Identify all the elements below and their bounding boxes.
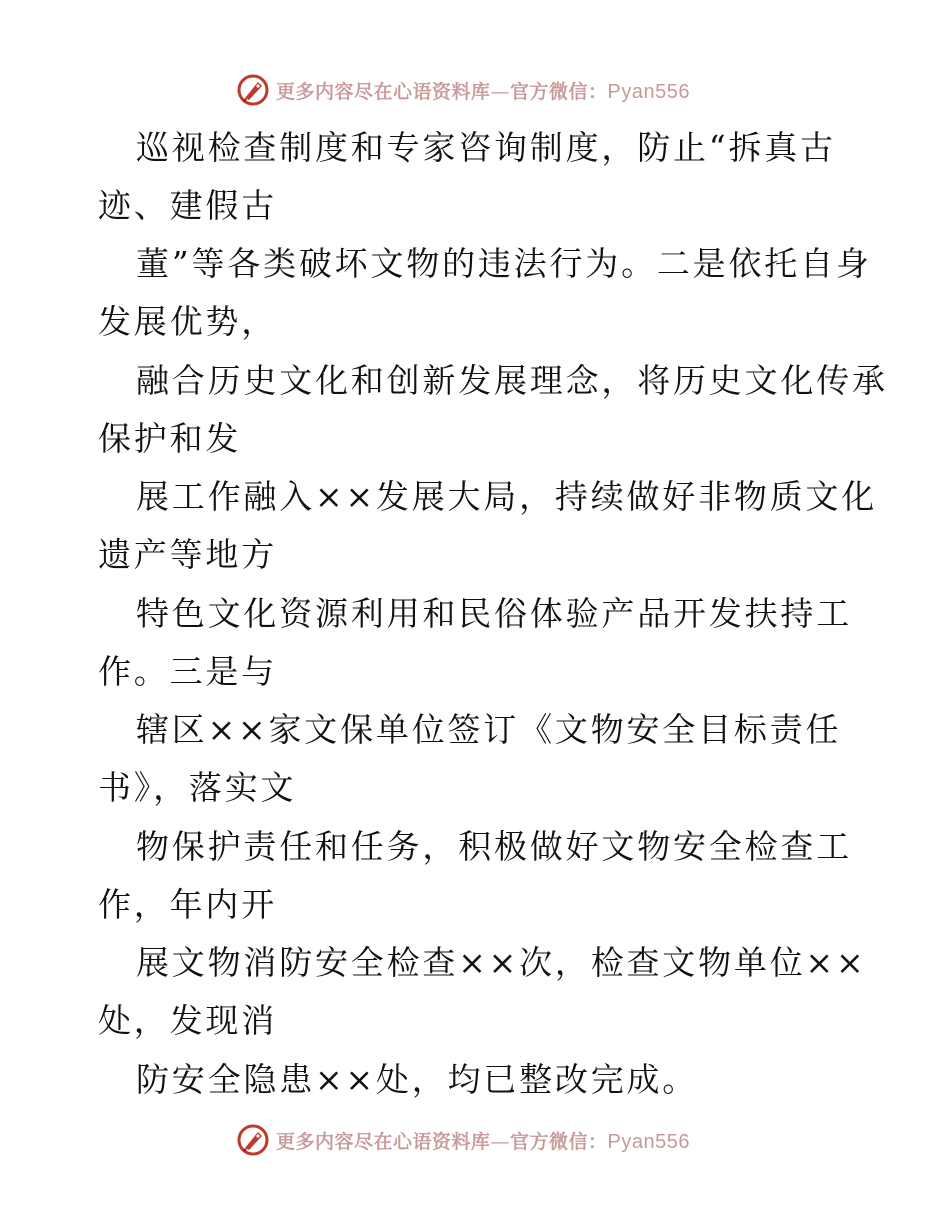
text-line: 辖区××家文保单位签订《文物安全目标责任 [136, 710, 842, 749]
header-watermark [236, 72, 690, 108]
text-line: 展工作融入××发展大局，持续做好非物质文化 [136, 477, 878, 516]
text-line: 处，发现消 [98, 1001, 277, 1040]
watermark-id: Pyan556 [607, 1130, 690, 1153]
text-line: 防安全隐患××处，均已整改完成。 [136, 1060, 699, 1099]
watermark-id: Pyan556 [607, 80, 690, 103]
text-line: 发展优势， [98, 302, 277, 341]
watermark-official: 官方微信： [510, 80, 608, 103]
watermark-text [276, 1127, 690, 1154]
text-line: 作，年内开 [98, 885, 277, 924]
text-line: 迹、建假古 [98, 186, 277, 225]
text-line: 作。三是与 [98, 652, 277, 691]
watermark-text [276, 77, 690, 104]
text-line: 董”等各类破坏文物的违法行为。二是依托自身 [136, 244, 872, 283]
text-line: 展文物消防安全检查××次，检查文物单位×× [136, 943, 867, 982]
text-line: 遗产等地方 [98, 535, 277, 574]
watermark-dash: — [490, 1130, 511, 1153]
watermark-dash: — [490, 80, 511, 103]
pen-nib-logo-icon [236, 1123, 270, 1157]
watermark-brand: 更多内容尽在心语资料库 [276, 80, 491, 103]
text-line: 物保护责任和任务，积极做好文物安全检查工 [136, 827, 852, 866]
footer-watermark [236, 1122, 690, 1158]
watermark-official: 官方微信： [510, 1130, 608, 1153]
text-line: 巡视检查制度和专家咨询制度，防止“拆真古 [136, 128, 836, 167]
text-line: 特色文化资源利用和民俗体验产品开发扶持工 [136, 594, 852, 633]
text-line: 书》，落实文 [98, 768, 297, 807]
watermark-brand: 更多内容尽在心语资料库 [276, 1130, 491, 1153]
pen-nib-logo-icon [236, 73, 270, 107]
text-line: 保护和发 [98, 419, 242, 458]
text-line: 融合历史文化和创新发展理念，将历史文化传承 [136, 361, 888, 400]
